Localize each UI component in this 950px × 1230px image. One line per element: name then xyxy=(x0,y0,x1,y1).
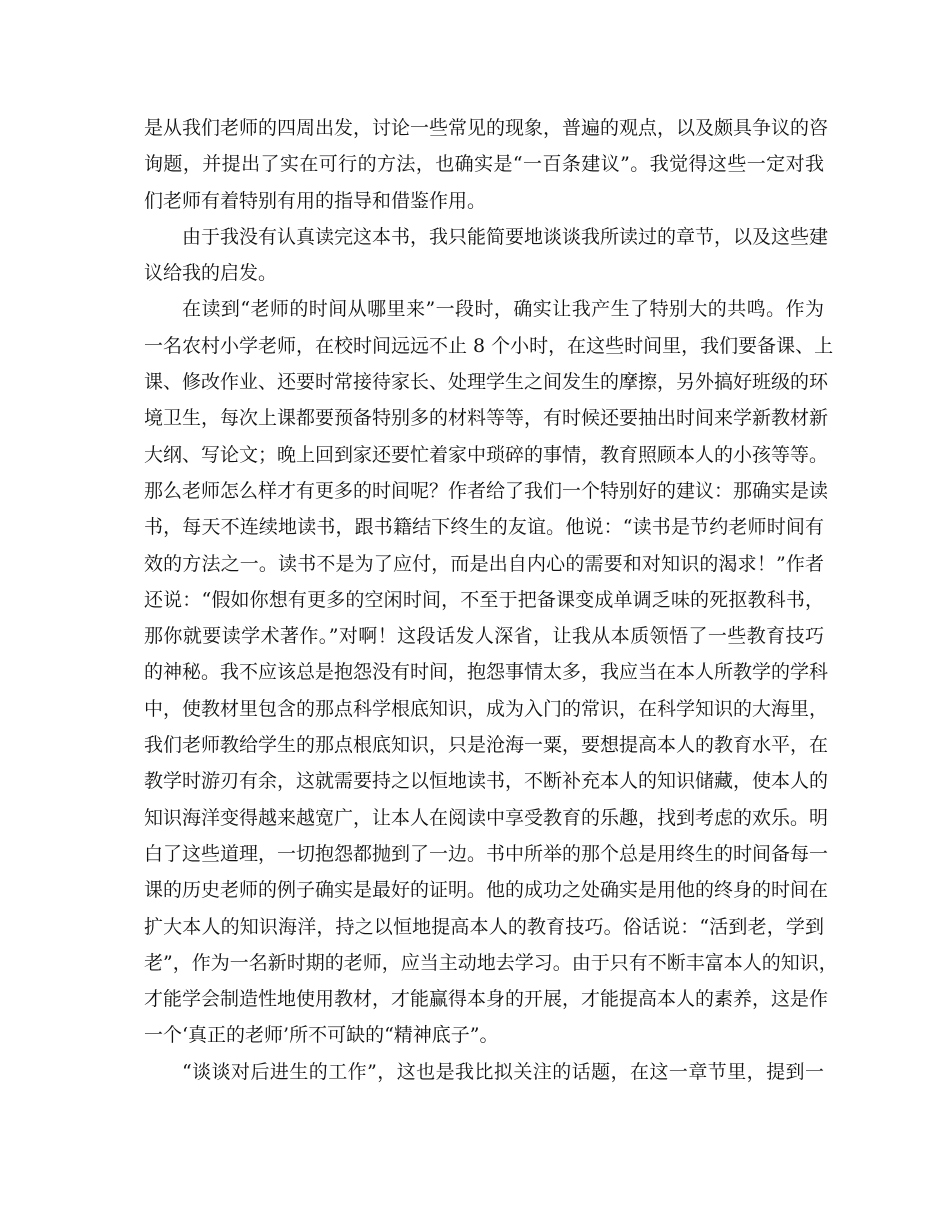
text-line: 白了这些道理，一切抱怨都抛到了一边。书中所举的那个总是用终生的时间备每一 xyxy=(144,842,829,865)
text-line: 书，每天不连续地读书，跟书籍结下终生的友谊。他说：“读书是节约老师时间有 xyxy=(144,516,824,539)
text-line: 境卫生，每次上课都要预备特别多的材料等等，有时候还要抽出时间来学新教材新 xyxy=(144,407,829,430)
text-line: 是从我们老师的四周出发，讨论一些常见的现象，普遍的观点，以及颇具争议的咨 xyxy=(144,117,829,139)
text-line: 由于我没有认真读完这本书，我只能简要地谈谈我所读过的章节，以及这些建 xyxy=(182,225,829,248)
text-line: 询题，并提出了实在可行的方法，也确实是“一百条建议”。我觉得这些一定对我 xyxy=(144,153,824,176)
text-line: 在读到“老师的时间从哪里来”一段时，确实让我产生了特别大的共鸣。作为 xyxy=(182,298,824,321)
text-line: 一名农村小学老师，在校时间远远不止 8 个小时，在这些时间里，我们要备课、上 xyxy=(144,334,834,357)
text-line: 那么老师怎么样才有更多的时间呢？作者给了我们一个特别好的建议：那确实是读 xyxy=(144,479,829,502)
text-line: 课的历史老师的例子确实是最好的证明。他的成功之处确实是用他的终身的时间在 xyxy=(144,879,829,902)
text-line: 我们老师教给学生的那点根底知识，只是沧海一粟，要想提高本人的教育水平，在 xyxy=(144,734,829,757)
text-line: 大纲、写论文；晚上回到家还要忙着家中琐碎的事情，教育照顾本人的小孩等等。 xyxy=(144,443,829,466)
text-line: 扩大本人的知识海洋，持之以恒地提高本人的教育技巧。俗话说：“活到老，学到 xyxy=(144,915,824,938)
text-line: 还说：“假如你想有更多的空闲时间，不至于把备课变成单调乏味的死抠教科书， xyxy=(144,588,824,611)
text-line: 那你就要读学术著作。”对啊！这段话发人深省，让我从本质领悟了一些教育技巧 xyxy=(144,625,824,648)
text-line: 的神秘。我不应该总是抱怨没有时间，抱怨事情太多，我应当在本人所教学的学科 xyxy=(144,661,829,684)
body-text xyxy=(144,110,838,1090)
text-line: 教学时游刃有余，这就需要持之以恒地读书，不断补充本人的知识储藏，使本人的 xyxy=(144,770,829,793)
text-line: 一个‘真正的老师’所不可缺的“精神底子”。 xyxy=(144,1024,499,1047)
text-line: 老”，作为一名新时期的老师，应当主动地去学习。由于只有不断丰富本人的知识， xyxy=(144,951,838,974)
text-line: 议给我的启发。 xyxy=(144,262,278,285)
text-line: 效的方法之一。读书不是为了应付，而是出自内心的需要和对知识的渴求！”作者 xyxy=(144,552,824,575)
text-line: “谈谈对后进生的工作”，这也是我比拟关注的话题，在这一章节里，提到一 xyxy=(182,1060,824,1083)
text-line: 知识海洋变得越来越宽广，让本人在阅读中享受教育的乐趣，找到考虑的欢乐。明 xyxy=(144,806,829,829)
text-line: 课、修改作业、还要时常接待家长、处理学生之间发生的摩擦，另外搞好班级的环 xyxy=(144,371,829,394)
text-line: 才能学会制造性地使用教材，才能赢得本身的开展，才能提高本人的素养，这是作 xyxy=(144,988,829,1011)
text-line: 中，使教材里包含的那点科学根底知识，成为入门的常识，在科学知识的大海里， xyxy=(144,697,829,720)
text-line: 们老师有着特别有用的指导和借鉴作用。 xyxy=(144,189,487,212)
